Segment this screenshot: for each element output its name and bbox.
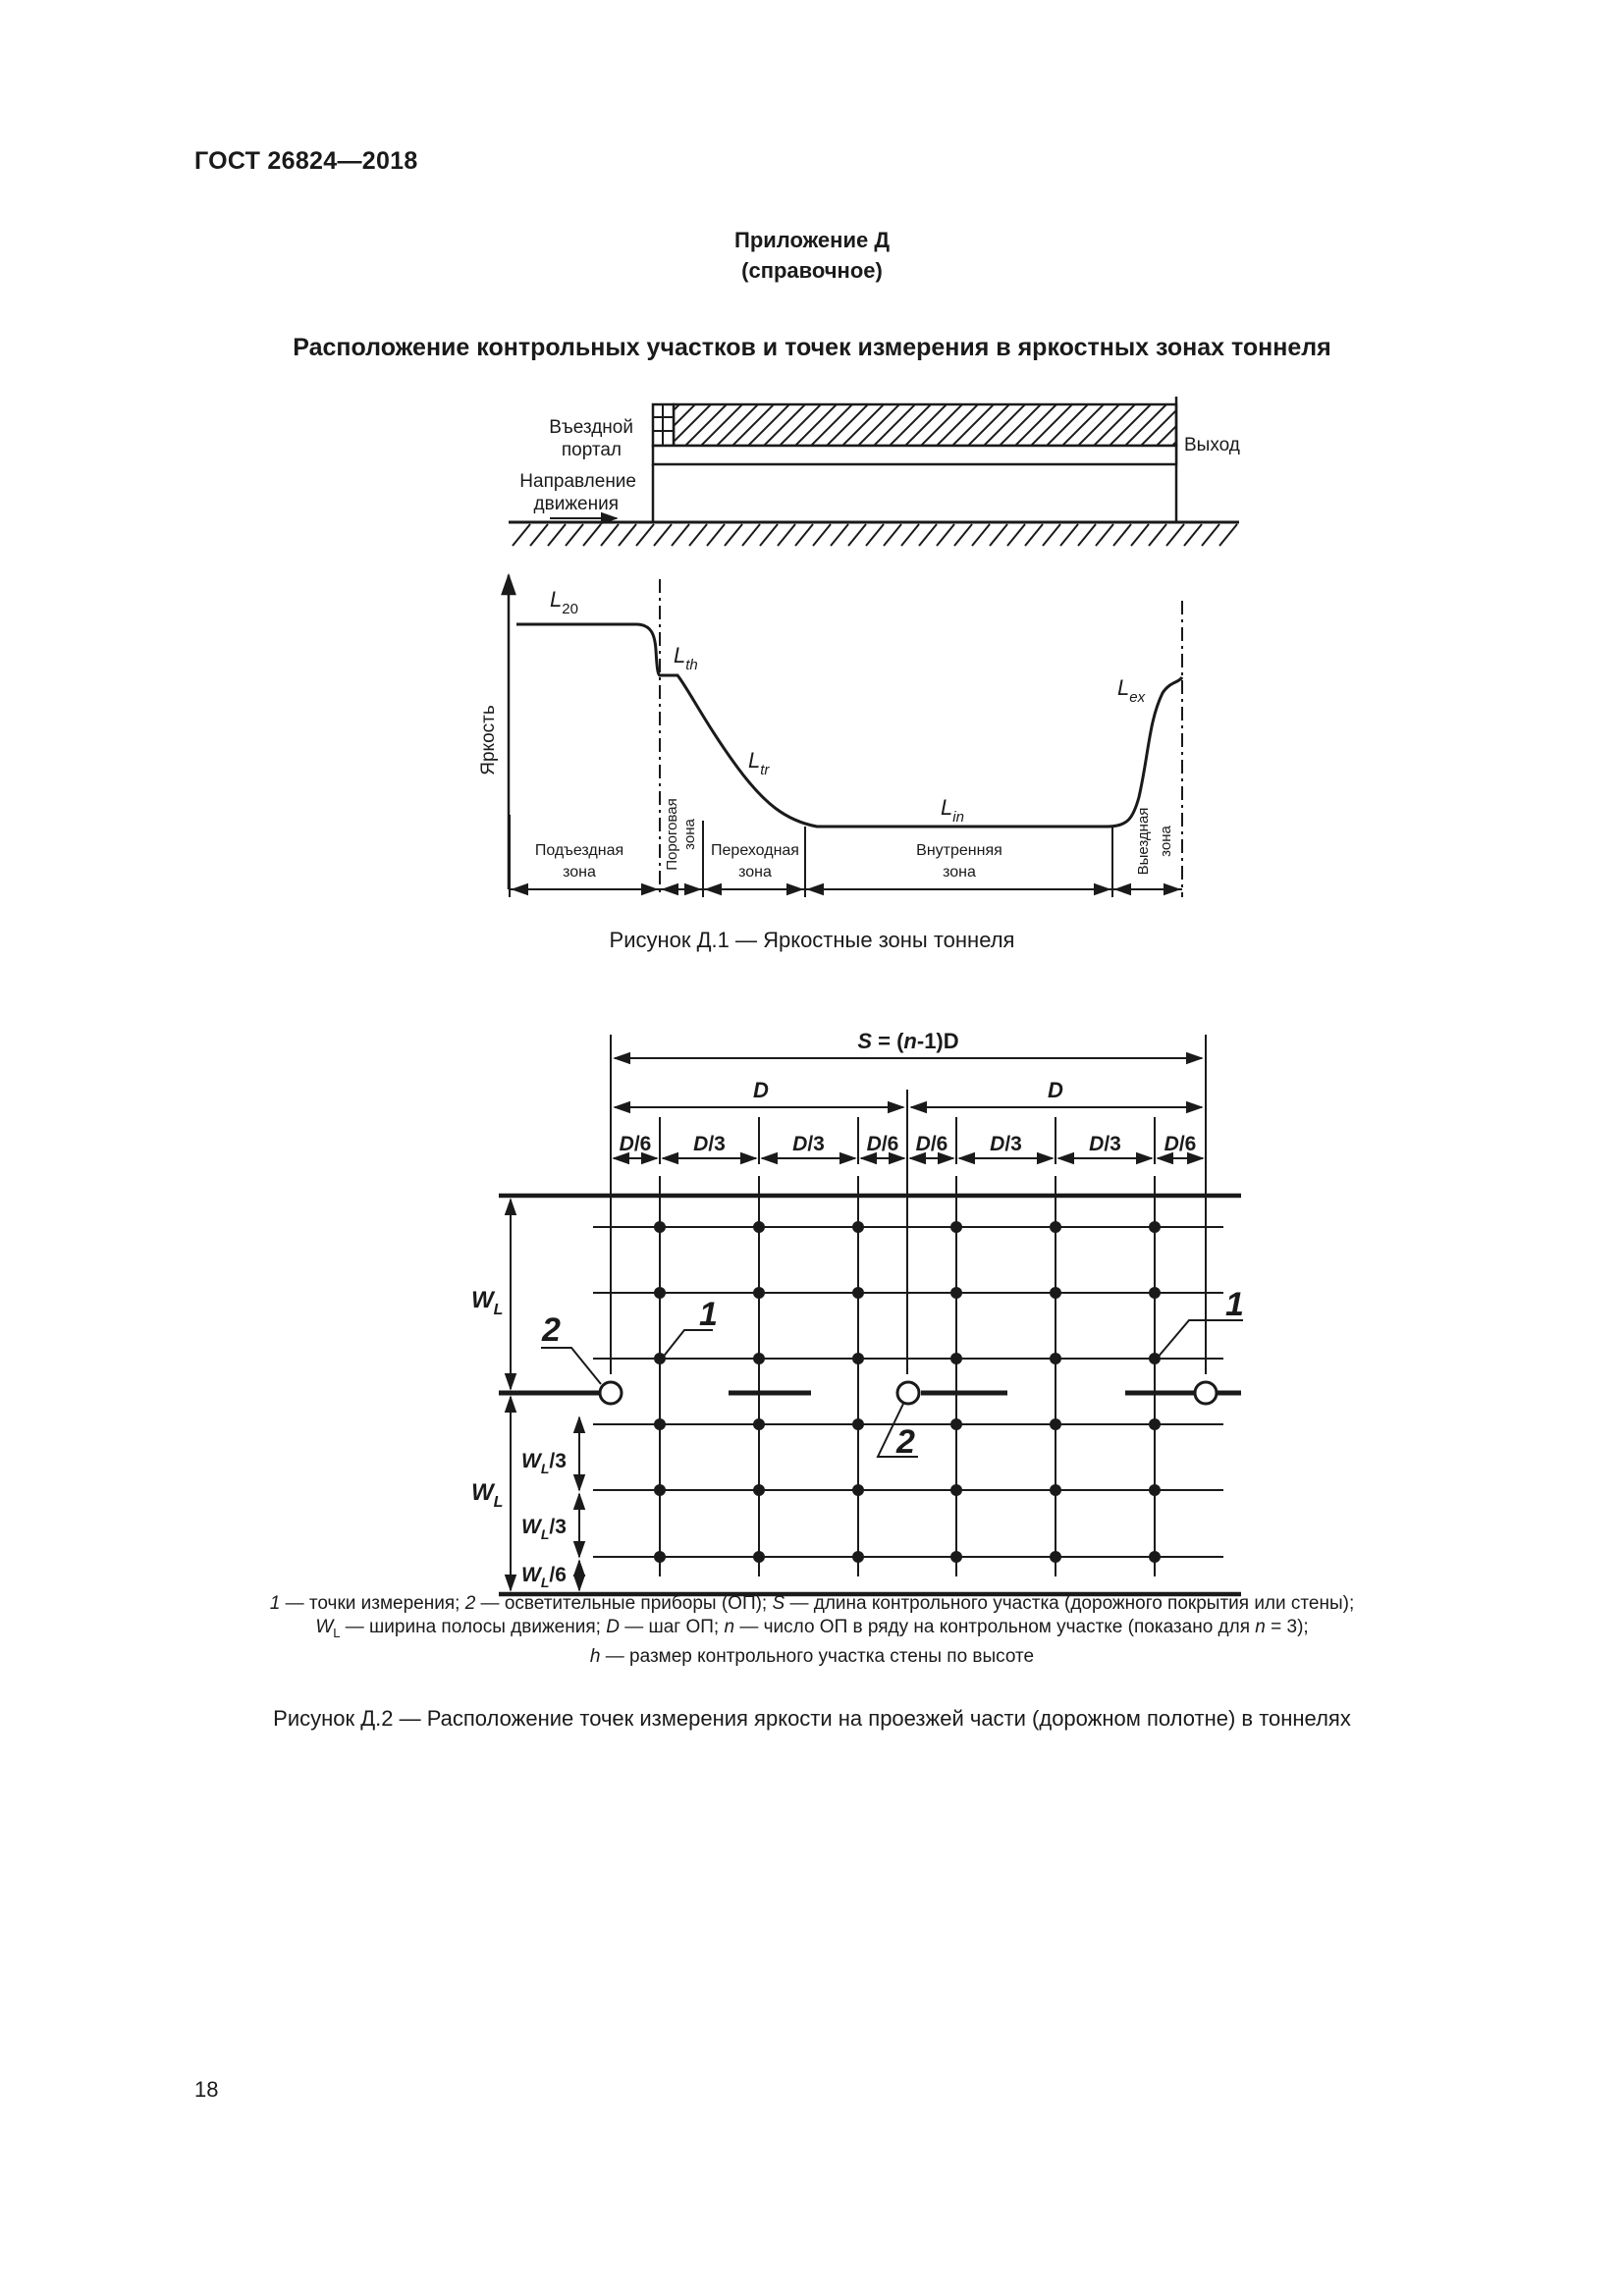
direction-label-1: Направление <box>519 471 636 492</box>
sub-span-label: D/3 <box>990 1133 1022 1155</box>
measurement-point <box>1050 1418 1061 1430</box>
entry-portal-label-1: Въездной <box>549 417 633 438</box>
sub-span-label: D/6 <box>866 1133 899 1155</box>
measurement-point <box>852 1418 864 1430</box>
measurement-point <box>852 1484 864 1496</box>
measurement-point <box>753 1287 765 1299</box>
sub-span-label: D/3 <box>1089 1133 1121 1155</box>
label-WL3-a: $W_L/3$ <box>521 1450 567 1476</box>
zone-threshold-1: Пороговая <box>664 798 680 871</box>
label-Lin: $L_{in}$ <box>941 795 964 826</box>
sub-span-label: D/6 <box>619 1133 652 1155</box>
luminaires <box>600 1382 1217 1404</box>
measurement-point <box>1050 1287 1061 1299</box>
sub-span-label: D/3 <box>693 1133 726 1155</box>
measurement-point <box>654 1484 666 1496</box>
callout-1-right: 1 <box>1225 1286 1244 1323</box>
measurement-point <box>1050 1353 1061 1364</box>
page-number: 18 <box>194 2077 219 2102</box>
tunnel-ceiling <box>674 404 1176 446</box>
legend-line-3: h — размер контрольного участка стены по высоте <box>589 1645 1035 1667</box>
section-title: Расположение контрольных участков и точек измерения в яркостных зонах тоннеля <box>293 334 1331 361</box>
tunnel-lining <box>653 446 1176 464</box>
label-WL3-b: $W_L/3$ <box>521 1516 567 1542</box>
sub-span-label: D/6 <box>915 1133 948 1155</box>
zone-threshold-2: зона <box>681 819 698 850</box>
appendix-title: Приложение Д <box>734 228 890 252</box>
luminaire-1 <box>600 1382 622 1404</box>
label-Lth: $L_{th}$ <box>674 643 698 673</box>
measurement-point <box>950 1287 962 1299</box>
label-WL-bottom: $W_L$ <box>471 1479 504 1511</box>
label-L20: $L_{20}$ <box>550 587 578 617</box>
exit-label: Выход <box>1184 435 1240 455</box>
figure-1-caption: Рисунок Д.1 — Яркостные зоны тоннеля <box>609 928 1015 952</box>
measurement-point <box>950 1353 962 1364</box>
zone-interior-1: Внутренняя <box>916 842 1002 859</box>
zone-interior-2: зона <box>943 864 976 881</box>
measurement-point <box>852 1221 864 1233</box>
luminaire-3 <box>1195 1382 1217 1404</box>
measurement-point <box>1050 1551 1061 1563</box>
measurement-point <box>1050 1221 1061 1233</box>
measurement-point <box>1149 1551 1161 1563</box>
direction-label-2: движения <box>533 494 619 514</box>
measurement-point <box>852 1551 864 1563</box>
measurement-point <box>1149 1353 1161 1364</box>
measurement-point <box>654 1551 666 1563</box>
luminance-curve <box>516 624 1182 827</box>
measurement-point <box>1149 1221 1161 1233</box>
figure-2-legend <box>0 1592 1624 1669</box>
zone-exit-1: Выездная <box>1135 807 1152 876</box>
measurement-point <box>950 1484 962 1496</box>
measurement-point <box>1050 1484 1061 1496</box>
measurement-point <box>950 1551 962 1563</box>
measurement-point <box>654 1418 666 1430</box>
luminaire-2 <box>897 1382 919 1404</box>
callout-2-center: 2 <box>896 1423 915 1461</box>
span-D-label-left: D <box>753 1078 769 1102</box>
appendix-subtitle: (справочное) <box>741 258 883 283</box>
figure-2-caption: Рисунок Д.2 — Расположение точек измерения яркости на проезжей части (дорожном полотне) в тоннелях <box>273 1706 1351 1731</box>
measurement-point <box>753 1353 765 1364</box>
measurement-point <box>1149 1418 1161 1430</box>
measurement-point <box>950 1418 962 1430</box>
sub-span-label: D/3 <box>792 1133 825 1155</box>
label-WL6: $W_L/6$ <box>521 1564 567 1590</box>
zone-approach-2: зона <box>563 864 596 881</box>
span-D-label-right: D <box>1048 1078 1063 1102</box>
measurement-point <box>654 1287 666 1299</box>
measurement-point <box>950 1221 962 1233</box>
zone-approach-1: Подъездная <box>534 842 624 859</box>
figure-2-measurement-grid <box>471 1029 1244 1594</box>
entry-portal-label-2: портал <box>561 440 622 460</box>
y-axis-label: Яркость <box>478 705 499 775</box>
legend-line-1: 1 — точки измерения; 2 — осветительные приборы (ОП); S — длина контрольного участка (дорожного покрытия или стены); <box>269 1593 1355 1614</box>
measurement-point <box>753 1418 765 1430</box>
legend-line-2: $W_L$ — ширина полосы движения; D — шаг ОП; n — число ОП в ряду на контрольном участке (показано для n = 3); <box>315 1617 1309 1640</box>
measurement-point <box>1149 1484 1161 1496</box>
callout-1-left: 1 <box>699 1296 718 1333</box>
measurement-point <box>852 1287 864 1299</box>
measurement-point <box>1149 1287 1161 1299</box>
label-Ltr: $L_{tr}$ <box>748 748 770 778</box>
zone-transition-2: зона <box>738 864 772 881</box>
measurement-point <box>852 1353 864 1364</box>
label-WL-top: $W_L$ <box>471 1287 504 1318</box>
zone-exit-2: зона <box>1158 826 1174 857</box>
measurement-point <box>753 1221 765 1233</box>
figure-1-tunnel-zones <box>478 397 1240 897</box>
callout-2-left: 2 <box>542 1311 561 1349</box>
document-code: ГОСТ 26824—2018 <box>194 147 418 175</box>
label-Lex: $L_{ex}$ <box>1117 675 1146 706</box>
sub-span-label: D/6 <box>1164 1133 1197 1155</box>
measurement-point <box>753 1551 765 1563</box>
zone-transition-1: Переходная <box>711 842 799 859</box>
measurement-point <box>753 1484 765 1496</box>
span-S-label: S = (n-1)D <box>857 1029 959 1053</box>
measurement-point <box>654 1221 666 1233</box>
callout-leaders <box>541 1320 1243 1457</box>
